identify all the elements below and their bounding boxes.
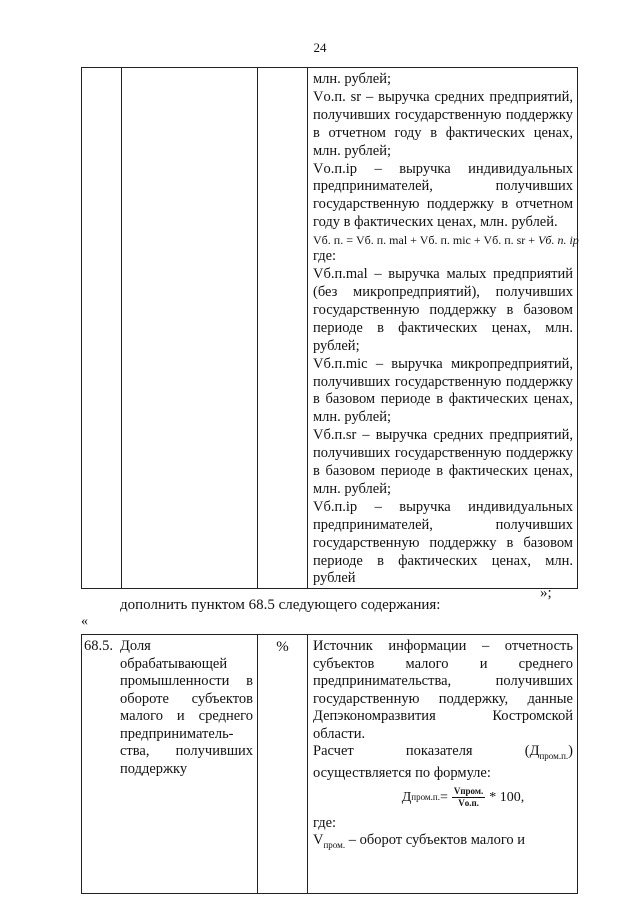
calc-line-2: осуществляется по формуле: — [313, 765, 491, 782]
definition: Vб.п.sr – выручка средних предприятий, получивших государственную поддержку в базовом периоде в фактических ценах, млн. рублей; — [313, 427, 573, 497]
text-paragraph: Vо.п. sr – выручка средних предприятий, получивших государственную поддержку в отчетном году в фактических ценах, млн. рублей; — [313, 88, 573, 159]
definition: Vб.п.mic – выручка микропредприятий, получивших государственную поддержку в базовом периоде в фактических ценах, млн. рублей; — [313, 355, 573, 426]
unit-cell — [258, 635, 308, 894]
indicator-name-cell — [82, 635, 258, 894]
unit-cell-empty — [258, 68, 308, 589]
closing-quote: »; — [540, 585, 552, 601]
indicator-name: Доля обрабатывающей промышленности в обороте субъектов малого и среднего предприниматель- ства, получивших поддержку — [120, 638, 253, 777]
where-label: где: — [313, 248, 337, 265]
indicator-table-continued — [81, 67, 578, 589]
opening-quote: « — [81, 614, 88, 629]
method-cell — [308, 635, 578, 894]
text-paragraph: Vо.п.ip – выручка индивидуальных предпринимателей, получивших государственную поддержку в отчетном году в фактических ценах, млн. рублей. — [313, 160, 573, 231]
source-text: Источник информации – отчетность субъектов малого и среднего предпринимательства, получивших государственную поддержку, данные Депэкономразвития Костромской области. — [313, 638, 573, 742]
definition: Vб.п.mal – выручка малых предприятий (без микропредприятий), получивших государственную поддержку в базовом периоде в фактических ценах, млн. рублей; — [313, 266, 573, 354]
page-number: 24 — [313, 40, 327, 55]
number-cell-empty — [82, 68, 122, 589]
definition: $V_{пром.}$ – оборот субъектов малого и — [313, 832, 526, 851]
amendment-text: дополнить пунктом 68.5 следующего содержания: — [120, 597, 441, 613]
description-cell — [308, 68, 578, 589]
unit-label: % — [276, 639, 289, 655]
base-period-formula: Vб. п. = Vб. п. mal + Vб. п. mic + Vб. п. sr + Vб. п. ip — [313, 233, 579, 248]
indicator-68-5-table — [81, 634, 578, 894]
indicator-number: 68.5. — [84, 638, 113, 654]
definition: Vб.п.ip – выручка индивидуальных предпринимателей, получивших государственную поддержку в базовом периоде в фактических ценах, млн. рублей — [313, 498, 573, 587]
calc-line: Расчет показателя $(Д_{пром.п.})$ — [313, 743, 573, 761]
share-formula: Д пром.п. = $\frac{\text{Vпром.}}{Vо.п.}$ * 100, — [401, 785, 525, 808]
text-paragraph: млн. рублей; — [313, 71, 392, 87]
where-label: где: — [313, 814, 337, 831]
name-cell-empty — [122, 68, 258, 589]
